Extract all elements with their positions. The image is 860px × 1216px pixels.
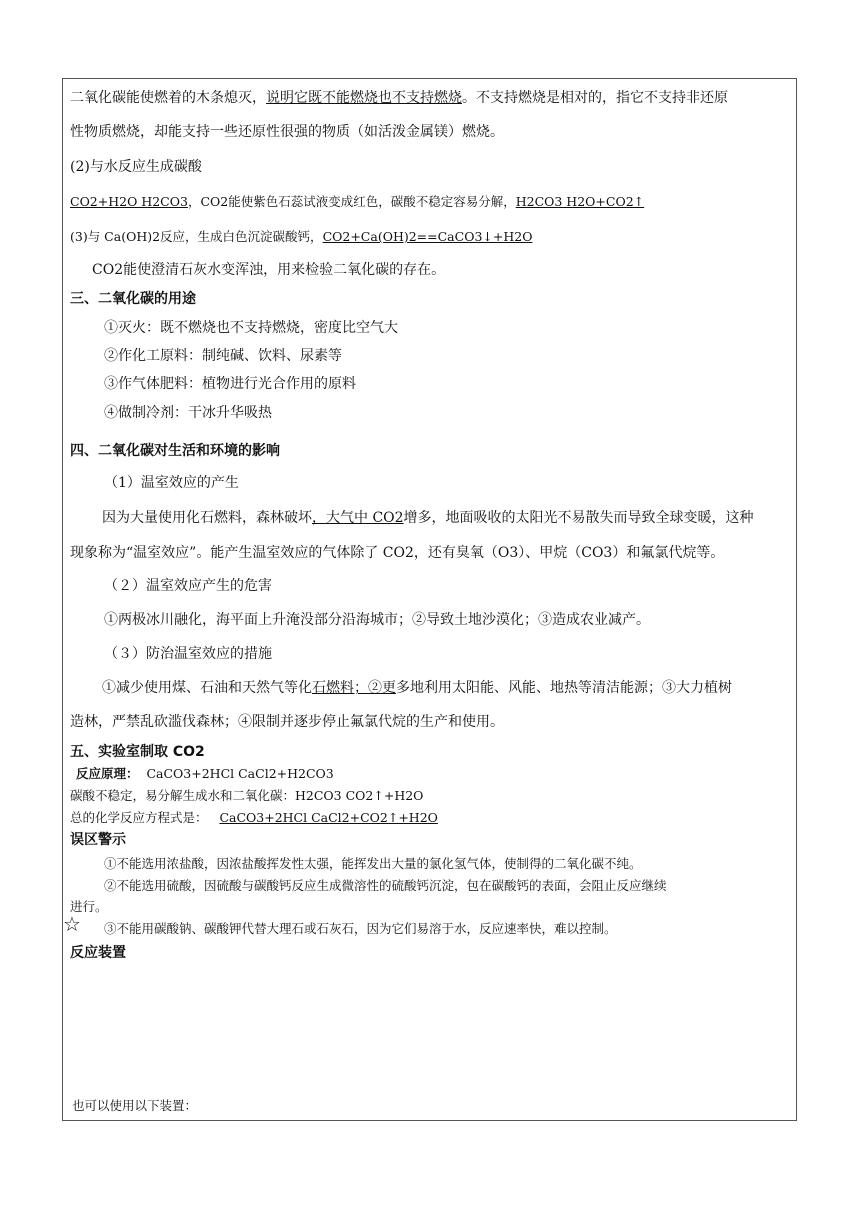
subheading: （３）防治温室效应的措施 xyxy=(104,646,272,662)
paragraph-line: ①两极冰川融化，海平面上升淹没部分沿海城市；②导致土地沙漠化；③造成农业减产。 xyxy=(104,612,650,628)
section-title: 四、二氧化碳对生活和环境的影响 xyxy=(70,443,280,459)
subheading: (3)与 Ca(OH)2反应，生成白色沉淀碳酸钙，CO2+Ca(OH)2==CaCO3↓+H2O xyxy=(70,229,533,244)
equation: CaCO3+2HCl CaCl2+CO2↑+H2O xyxy=(219,810,438,825)
list-item: ②作化工原料：制纯碱、饮料、尿素等 xyxy=(104,348,342,364)
reaction-principle: 反应原理： CaCO3+2HCl CaCl2+H2CO3 xyxy=(76,766,334,781)
equation-line: CO2+H2O H2CO3，CO2能使紫色石蕊试液变成红色，碳酸不稳定容易分解，H2CO3 H2O+CO2↑ xyxy=(70,194,645,209)
equation: CO2+Ca(OH)2==CaCO3↓+H2O xyxy=(322,229,533,244)
subheading: （1）温室效应的产生 xyxy=(104,475,239,491)
equation: CaCO3+2HCl CaCl2+H2CO3 xyxy=(146,766,334,781)
paragraph-line: CO2能使澄清石灰水变浑浊，用来检验二氧化碳的存在。 xyxy=(92,262,446,278)
subheading: (2)与水反应生成碳酸 xyxy=(70,159,202,175)
paragraph-line: 因为大量使用化石燃料，森林破坏，大气中 CO2增多，地面吸收的太阳光不易散失而导致全球变暖，这种 xyxy=(102,510,754,526)
list-item: ①灭火：既不燃烧也不支持燃烧，密度比空气大 xyxy=(104,320,398,336)
list-item: ④做制冷剂：干冰升华吸热 xyxy=(104,405,272,421)
equation: H2CO3 H2O+CO2↑ xyxy=(515,194,645,209)
paragraph-line: 造林，严禁乱砍滥伐森林；④限制并逐步停止氟氯代烷的生产和使用。 xyxy=(70,714,504,730)
paragraph-line: 性物质燃烧，却能支持一些还原性很强的物质（如活泼金属镁）燃烧。 xyxy=(70,124,504,140)
list-item: ①不能选用浓盐酸，因浓盐酸挥发性太强，能挥发出大量的氯化氢气体，使制得的二氧化碳不纯。 xyxy=(104,856,642,871)
list-item: ③作气体肥料：植物进行光合作用的原料 xyxy=(104,376,356,392)
paragraph-line: 也可以使用以下装置： xyxy=(72,1098,198,1113)
star-icon: ☆ xyxy=(63,912,81,936)
paragraph-line: ①减少使用煤、石油和天然气等化石燃料；②更多地利用太阳能、风能、地热等清洁能源；③大力植树 xyxy=(102,680,732,696)
paragraph-line: 碳酸不稳定，易分解生成水和二氧化碳：H2CO3 CO2↑+H2O xyxy=(70,788,424,803)
section-title: 三、二氧化碳的用途 xyxy=(70,291,196,307)
list-item: ③不能用碳酸钠、碳酸钾代替大理石或石灰石，因为它们易溶于水，反应速率快，难以控制。 xyxy=(104,921,617,936)
paragraph-line: 二氧化碳能使燃着的木条熄灭，说明它既不能燃烧也不支持燃烧。不支持燃烧是相对的，指它不支持非还原 xyxy=(70,90,728,106)
paragraph-line: 总的化学反应方程式是： CaCO3+2HCl CaCl2+CO2↑+H2O xyxy=(70,810,438,825)
subheading: （２）温室效应产生的危害 xyxy=(104,578,272,594)
section-title: 反应装置 xyxy=(70,945,126,961)
section-title: 误区警示 xyxy=(70,832,126,848)
equation: H2CO3 CO2↑+H2O xyxy=(295,788,424,803)
list-item: 进行。 xyxy=(70,899,108,914)
list-item: ②不能选用硫酸，因硫酸与碳酸钙反应生成微溶性的硫酸钙沉淀，包在碳酸钙的表面，会阻止反应继续 xyxy=(104,878,667,893)
section-title: 五、实验室制取 CO2 xyxy=(70,744,205,760)
paragraph-line: 现象称为“温室效应”。能产生温室效应的气体除了 CO2，还有臭氧（O3）、甲烷（CO3）和氟氯代烷等。 xyxy=(70,545,725,561)
equation: CO2+H2O H2CO3 xyxy=(70,194,188,209)
